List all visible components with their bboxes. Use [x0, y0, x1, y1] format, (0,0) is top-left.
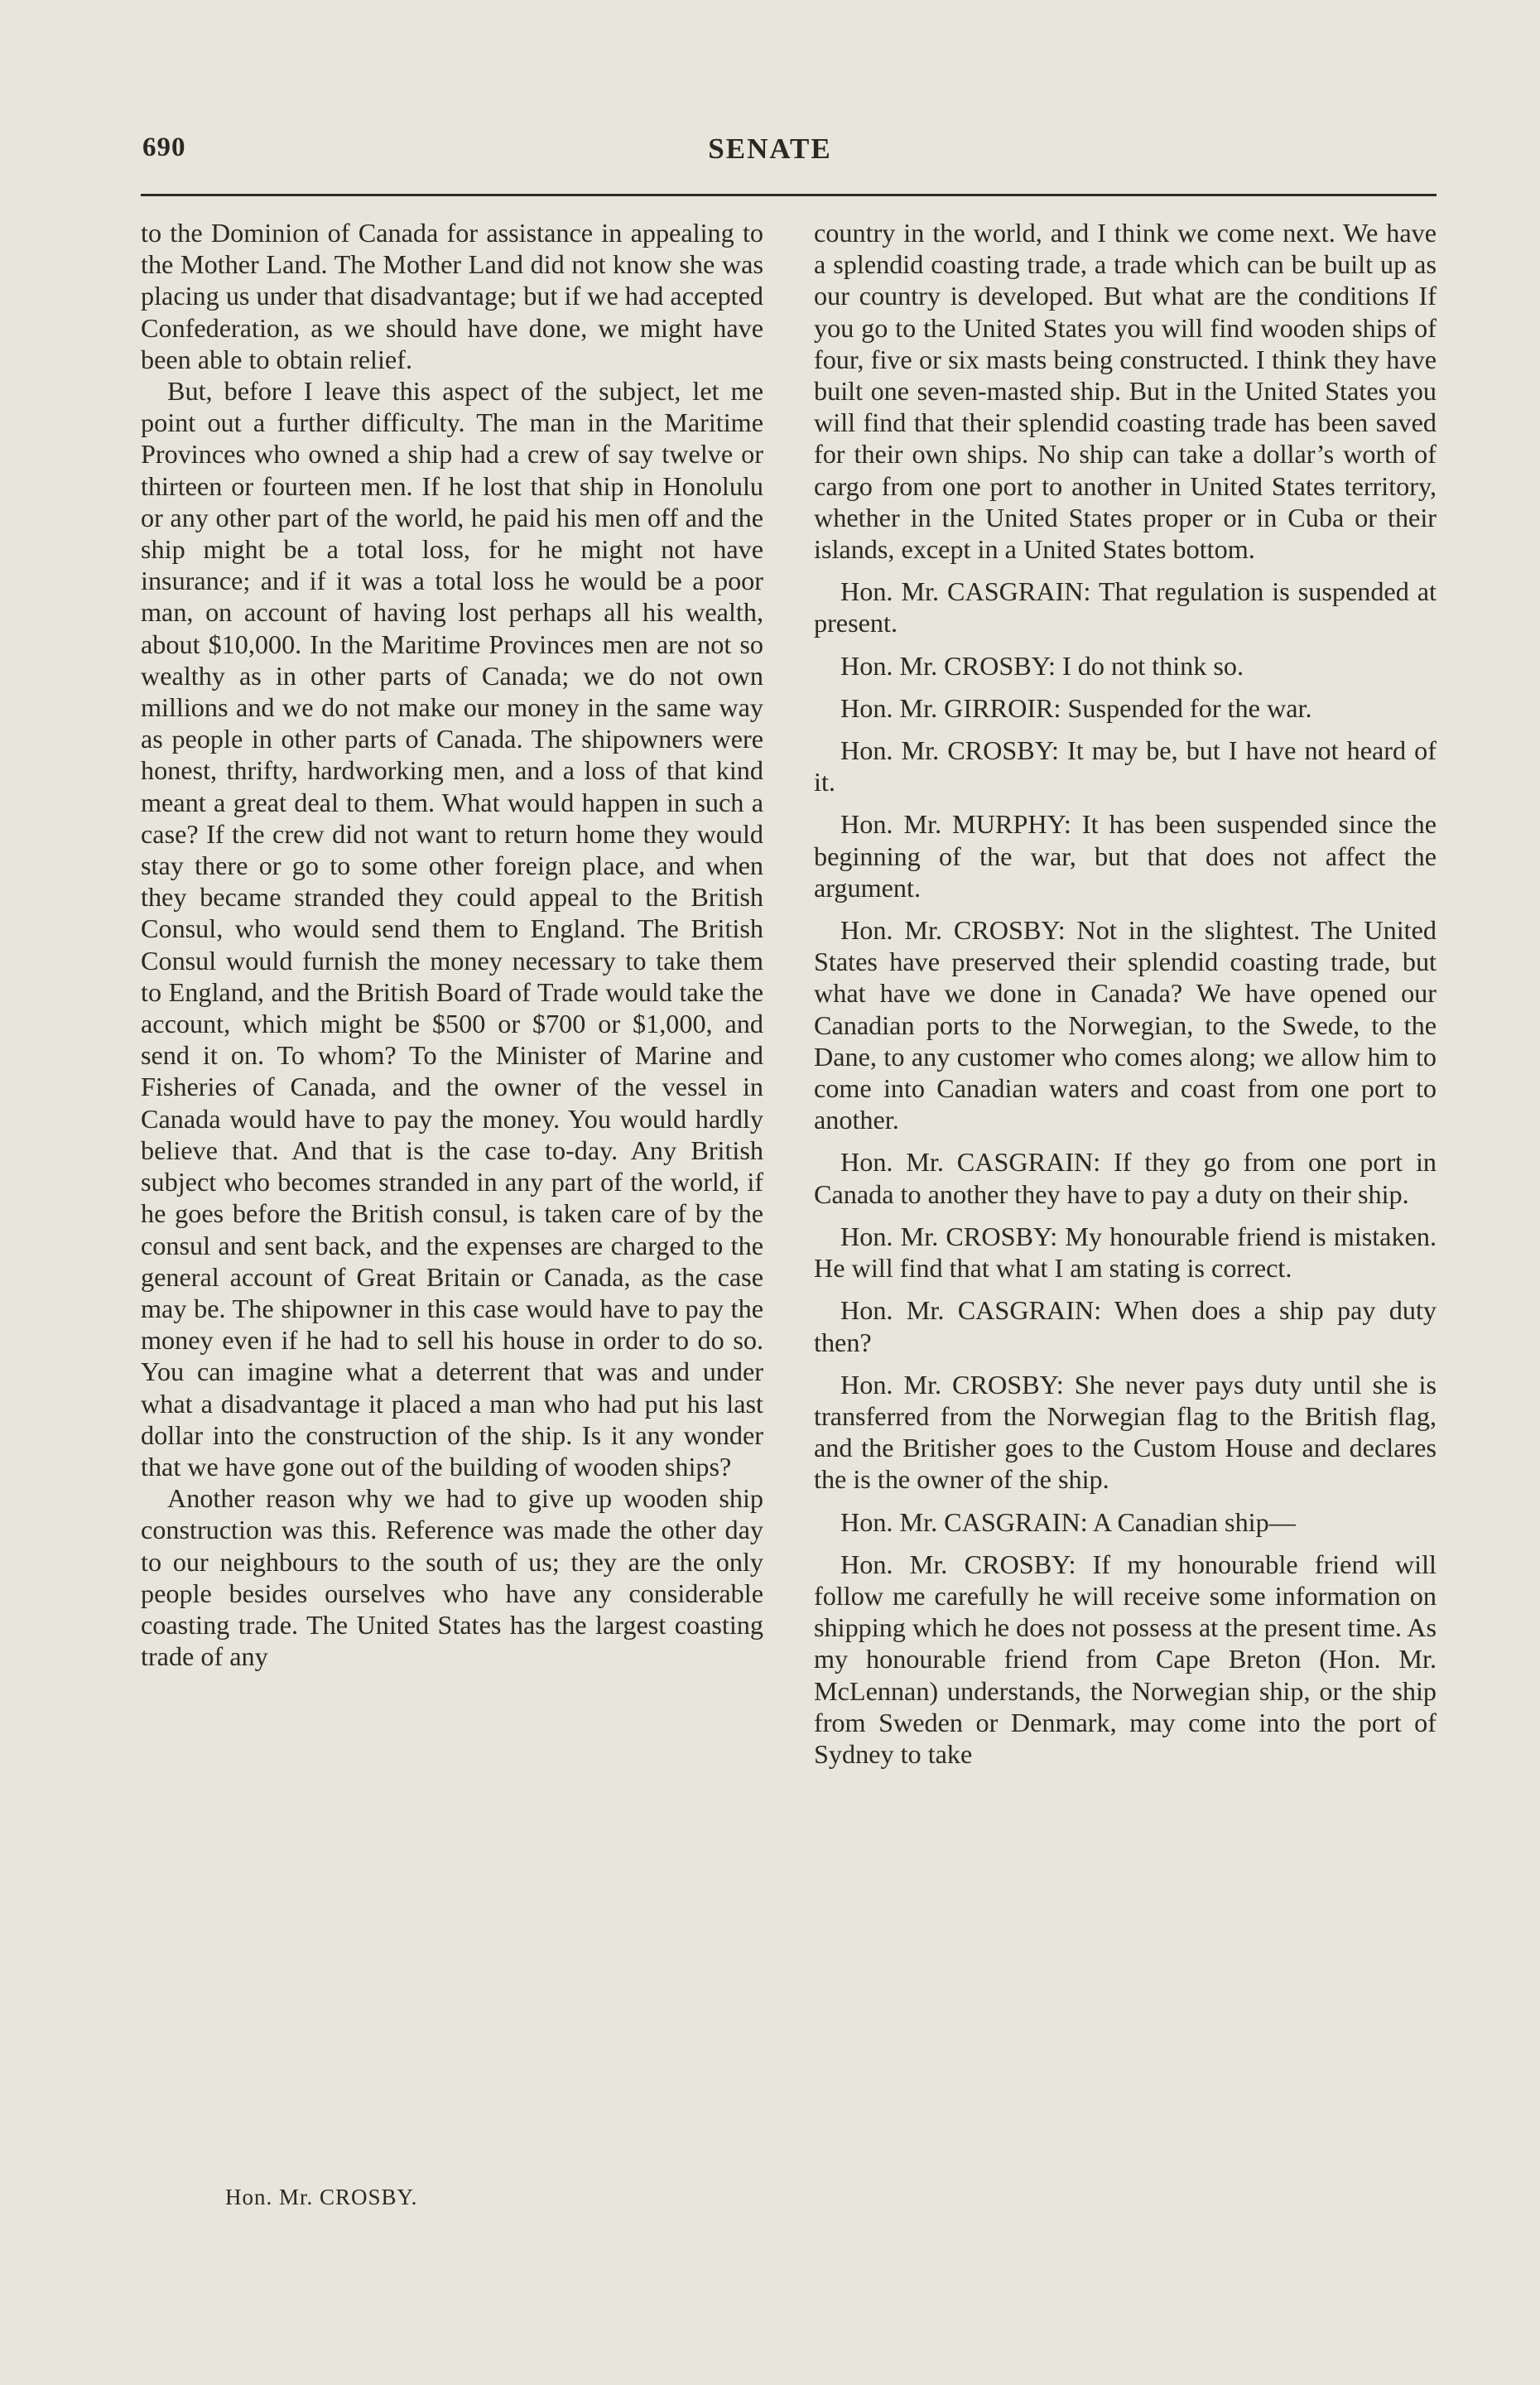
- paragraph: country in the world, and I think we come next. We have a splendid coasting trade, a trade which can be built up as our country is developed. But what are the conditions If you go to the United States you will find wooden ships of four, five or six masts being constructed. I think they have built one seven-masted ship. But in the United States you will find that their splendid coasting trade has been saved for their own ships. No ship can take a dollar’s worth of cargo from one port to another in United States territory, whether in the United States proper or in Cuba or their islands, except in a United States bottom.: [814, 218, 1437, 565]
- speech-paragraph: Hon. Mr. CASGRAIN: That regulation is suspended at present.: [814, 576, 1437, 638]
- speech-paragraph: Hon. Mr. CROSBY: If my honourable friend will follow me carefully he will receive some information on shipping which he does not possess at the present time. As my honourable friend from Cape Breton (Hon. Mr. McLennan) understands, the Norwegian ship, or the ship from Sweden or Denmark, may come into the port of Sydney to take: [814, 1549, 1437, 1769]
- header-rule: [141, 194, 1437, 196]
- page-title: SENATE: [708, 132, 832, 165]
- speech-paragraph: Hon. Mr. CASGRAIN: When does a ship pay duty then?: [814, 1295, 1437, 1357]
- page-number: 690: [142, 132, 186, 162]
- speech-paragraph: Hon. Mr. GIRROIR: Suspended for the war.: [840, 692, 1312, 723]
- speech-paragraph: Hon. Mr. CASGRAIN: If they go from one port in Canada to another they have to pay a duty on their ship.: [814, 1147, 1437, 1209]
- speech-paragraph: Hon. Mr. CROSBY: She never pays duty until she is transferred from the Norwegian flag to the British flag, and the Britisher goes to the Custom House and declares the is the owner of the ship.: [814, 1369, 1437, 1495]
- left-column: [141, 217, 763, 1672]
- speech-paragraph: Hon. Mr. CROSBY: My honourable friend is mistaken. He will find that what I am stating is correct.: [814, 1221, 1437, 1284]
- speech-paragraph: Hon. Mr. CROSBY: Not in the slightest. The United States have preserved their splendid coasting trade, but what have we done in Canada? We have opened our Canadian ports to the Norwegian, to the Swede, to the Dane, to any customer who comes along; we allow him to come into Canadian waters and coast from one port to another.: [814, 915, 1437, 1135]
- right-column: [814, 217, 1437, 1770]
- speech-paragraph: Hon. Mr. MURPHY: It has been suspended since the beginning of the war, but that does not affect the argument.: [814, 809, 1437, 903]
- speech-paragraph: Hon. Mr. CROSBY: I do not think so.: [840, 650, 1244, 681]
- paragraph: to the Dominion of Canada for assistance in appealing to the Mother Land. The Mother Land did not know she was placing us under that disadvantage; but if we had accepted Confederation, as we should have done, we might have been able to obtain relief.: [141, 218, 763, 374]
- footer-speaker: Hon. Mr. CROSBY.: [225, 2185, 418, 2209]
- speech-paragraph: Hon. Mr. CASGRAIN: A Canadian ship—: [840, 1506, 1296, 1537]
- paragraph: But, before I leave this aspect of the subject, let me point out a further difficulty. The man in the Maritime Provinces who owned a ship had a crew of say twelve or thirteen or fourteen men. If he lost that ship in Honolulu or any other part of the world, he paid his men off and the ship might be a total loss, for he might not have insurance; and if it was a total loss he would be a poor man, on account of having lost perhaps all his wealth, about $10,000. In the Maritime Provinces men are not so wealthy as in other parts of Canada; we do not own millions and we do not make our money in the same way as people in other parts of Canada. The shipowners were honest, thrifty, hardworking men, and a loss of that kind meant a great deal to them. What would happen in such a case? If the crew did not want to return home they would stay there or go to some other foreign place, and when they became stranded they could appeal to the British Consul, who would send them to England. The British Consul would furnish the money necessary to take them to England, and the British Board of Trade would take the account, which might be $500 or $700 or $1,000, and send it on. To whom? To the Minister of Marine and Fisheries of Canada, and the owner of the vessel in Canada would have to pay the money. You would hardly believe that. And that is the case to-day. Any British subject who becomes stranded in any part of the world, if he goes before the British consul, is taken care of by the consul and sent back, and the expenses are charged to the general account of Great Britain or Canada, as the case may be. The shipowner in this case would have to pay the money even if he had to sell his house in order to do so. You can imagine what a deterrent that was and under what a disadvantage it placed a man who had put his last dollar into the construction of the ship. Is it any wonder that we have gone out of the building of wooden ships?: [141, 376, 763, 1482]
- speech-paragraph: Hon. Mr. CROSBY: It may be, but I have not heard of it.: [814, 735, 1437, 797]
- paragraph: Another reason why we had to give up wooden ship construction was this. Reference was made the other day to our neighbours to the south of us; they are the only people besides ourselves who have any considerable coasting trade. The United States has the largest coasting trade of any: [141, 1483, 763, 1672]
